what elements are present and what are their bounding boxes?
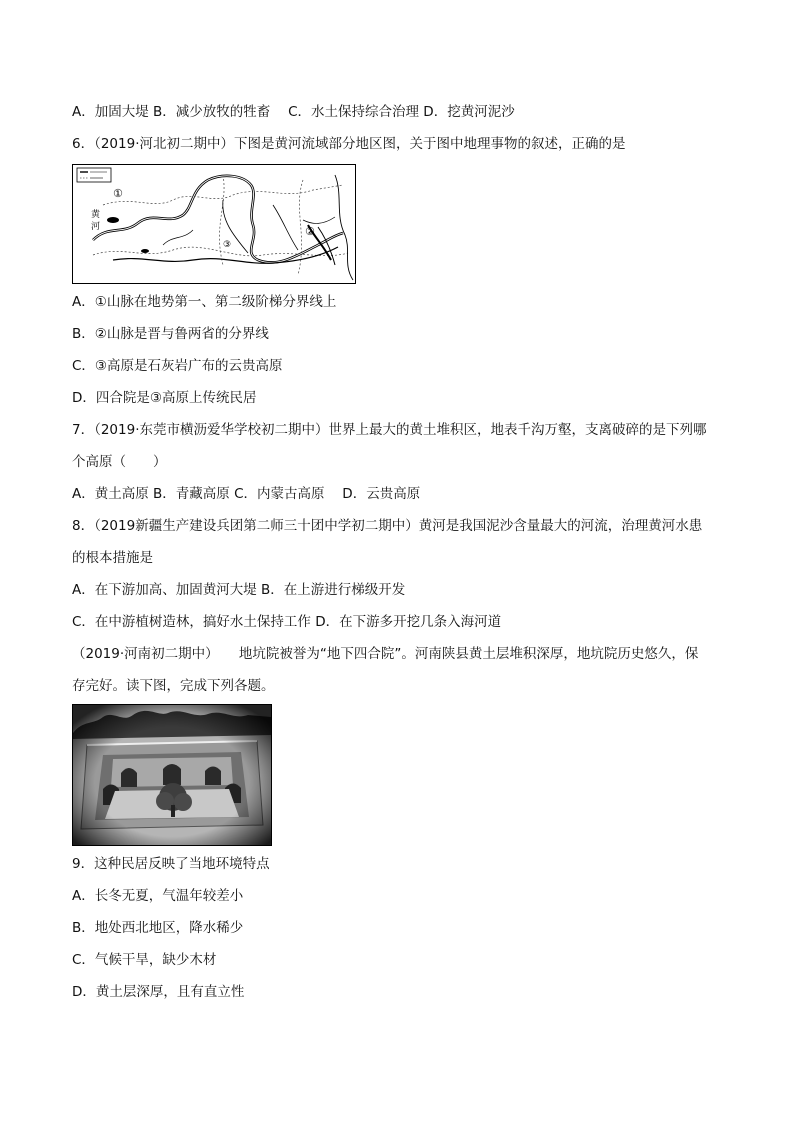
yellow-river-map	[72, 164, 356, 284]
passage-line1: （2019·河南初二期中） 地坑院被誉为“地下四合院”。河南陕县黄土层堆积深厚，地坑院历史悠久，保	[72, 646, 699, 662]
map-label-3: ③	[223, 240, 232, 250]
map-drawing	[73, 165, 355, 283]
q6-option-a: A．①山脉在地势第一、第二级阶梯分界线上	[72, 294, 337, 310]
q7-stem-line2: 个高原（ ）	[72, 454, 167, 470]
q6-option-c: C．③高原是石灰岩广布的云贵高原	[72, 358, 283, 374]
map-label-he: 河	[91, 222, 101, 232]
map-label-huang: 黄	[91, 210, 101, 220]
q6-option-b: B．②山脉是晋与鲁两省的分界线	[72, 326, 269, 342]
pit-courtyard-photo	[72, 704, 272, 846]
q8-options-cd: C．在中游植树造林，搞好水土保持工作 D．在下游多开挖几条入海河道	[72, 614, 502, 630]
q6-option-d: D．四合院是③高原上传统民居	[72, 390, 257, 406]
q5-options: A．加固大堤 B．减少放牧的牲畜 C．水土保持综合治理 D．挖黄河泥沙	[72, 104, 515, 120]
q9-option-c: C．气候干旱，缺少木材	[72, 952, 217, 968]
q9-option-d: D．黄土层深厚，且有直立性	[72, 984, 245, 1000]
passage-line2: 存完好。读下图，完成下列各题。	[72, 678, 275, 694]
map-label-2: ②	[305, 225, 315, 238]
q9-option-b: B．地处西北地区，降水稀少	[72, 920, 244, 936]
q9-option-a: A．长冬无夏，气温年较差小	[72, 888, 244, 904]
q8-stem-line2: 的根本措施是	[72, 550, 153, 566]
map-label-1: ①	[113, 187, 123, 200]
q8-stem-line1: 8．（2019新疆生产建设兵团第二师三十团中学初二期中）黄河是我国泥沙含量最大的河流，治理黄河水患	[72, 518, 703, 534]
q6-stem: 6．（2019·河北初二期中）下图是黄河流域部分地区图，关于图中地理事物的叙述，正确的是	[72, 136, 626, 152]
q7-stem-line1: 7．（2019·东莞市横沥爱华学校初二期中）世界上最大的黄土堆积区，地表千沟万壑，支离破碎的是下列哪	[72, 422, 707, 438]
photo-drawing	[73, 705, 271, 845]
q7-options: A．黄土高原 B．青藏高原 C．内蒙古高原 D．云贵高原	[72, 486, 421, 502]
q9-stem: 9．这种民居反映了当地环境特点	[72, 856, 270, 872]
q8-options-ab: A．在下游加高、加固黄河大堤 B．在上游进行梯级开发	[72, 582, 406, 598]
